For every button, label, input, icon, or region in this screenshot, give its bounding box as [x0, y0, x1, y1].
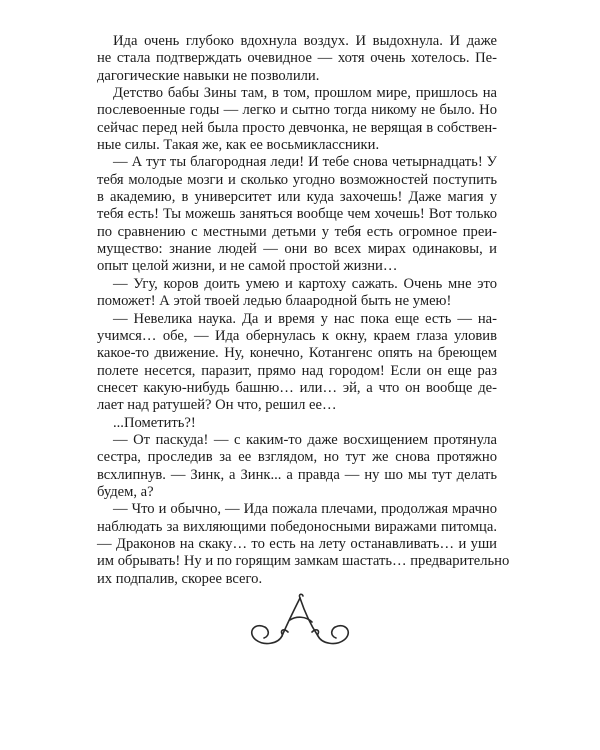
- paragraph: [97, 311, 497, 415]
- text-line: в академию, в университет или куда захочешь! Даже магия у: [97, 189, 497, 206]
- text-line: поможет! А этой твоей ледью блаародной быть не умею!: [97, 293, 452, 310]
- text-line: тебя есть! Ты можешь заняться вообще чем хочешь! Вот только: [97, 206, 497, 223]
- text-line: по сравнению с местными детьми у тебя есть огромное преи-: [97, 223, 497, 240]
- text-line: ...Пометить?!: [113, 414, 196, 431]
- paragraph: [97, 33, 497, 85]
- text-line: им обрывать! Ну и по горящим замкам шастать… предварительно: [97, 553, 510, 570]
- paragraph: [97, 415, 497, 432]
- text-line: всхлипнув. — Зинк, а Зинк... а правда — ну шо мы тут делать: [97, 466, 497, 483]
- text-line: их подпалив, скорее всего.: [97, 570, 263, 587]
- text-line: полете несется, паразит, прямо над городом! Если он еще раз: [97, 362, 497, 379]
- text-line: — Что и обычно, — Ида пожала плечами, продолжая мрачно: [113, 501, 497, 518]
- text-line: какое-то движение. Ну, конечно, Котангенс опять на бреющем: [97, 345, 497, 362]
- text-line: — Драконов на скаку… то есть на лету останавливать… и уши: [97, 535, 497, 552]
- text-line: будем, а?: [97, 483, 154, 500]
- text-line: Ида очень глубоко вдохнула воздух. И выдохнула. И даже: [113, 33, 497, 49]
- text-line: — От паскуда! — с каким-то даже восхищением протянула: [113, 431, 497, 448]
- paragraph: [97, 276, 497, 311]
- text-line: опыт целой жизни, и не самой простой жизни…: [97, 258, 398, 275]
- text-line: Детство бабы Зины там, в том, прошлом мире, пришлось на: [113, 85, 497, 102]
- paragraph: [97, 501, 510, 588]
- text-line: лает над ратушей? Он что, решил ее…: [97, 397, 337, 414]
- text-line: послевоенные годы — легко и сытно тогда никому не было. Но: [97, 102, 497, 119]
- text-line: учимся… обе, — Ида обернулась к окну, краем глаза уловив: [97, 327, 497, 344]
- text-line: — Угу, коров доить умею и картоху сажать. Очень мне это: [113, 275, 497, 292]
- text-line: дагогические навыки не позволили.: [97, 67, 320, 84]
- text-line: мущество: знание людей — они во всех мирах одинаковы, и: [97, 241, 497, 258]
- text-line: сестра, проследив за ее взглядом, но тут же снова протяжно: [97, 449, 497, 466]
- text-line: сейчас перед ней была просто девчонка, не верящая в собствен-: [97, 119, 497, 136]
- paragraph: [97, 85, 497, 154]
- page-text: [97, 33, 510, 588]
- paragraph: [97, 154, 497, 275]
- text-line: снесет какую-нибудь башню… или… эй, а что он вообще де-: [97, 379, 497, 396]
- text-line: — А тут ты благородная леди! И тебе снова четырнадцать! У: [113, 154, 497, 171]
- text-line: тебя молодые мозги и сколько угодно возможностей поступить: [97, 171, 497, 188]
- text-line: ные силы. Такая же, как ее восьмиклассники.: [97, 137, 380, 154]
- text-line: не стала подтверждать очевидное — хотя очень хотелось. Пе-: [97, 50, 497, 67]
- paragraph: [97, 432, 497, 501]
- text-line: наблюдать за вихляющими победоносными виражами питомца.: [97, 518, 497, 535]
- text-line: — Невелика наука. Да и время у нас пока еще есть — на-: [113, 310, 497, 327]
- decorative-flourish-icon: [240, 592, 360, 648]
